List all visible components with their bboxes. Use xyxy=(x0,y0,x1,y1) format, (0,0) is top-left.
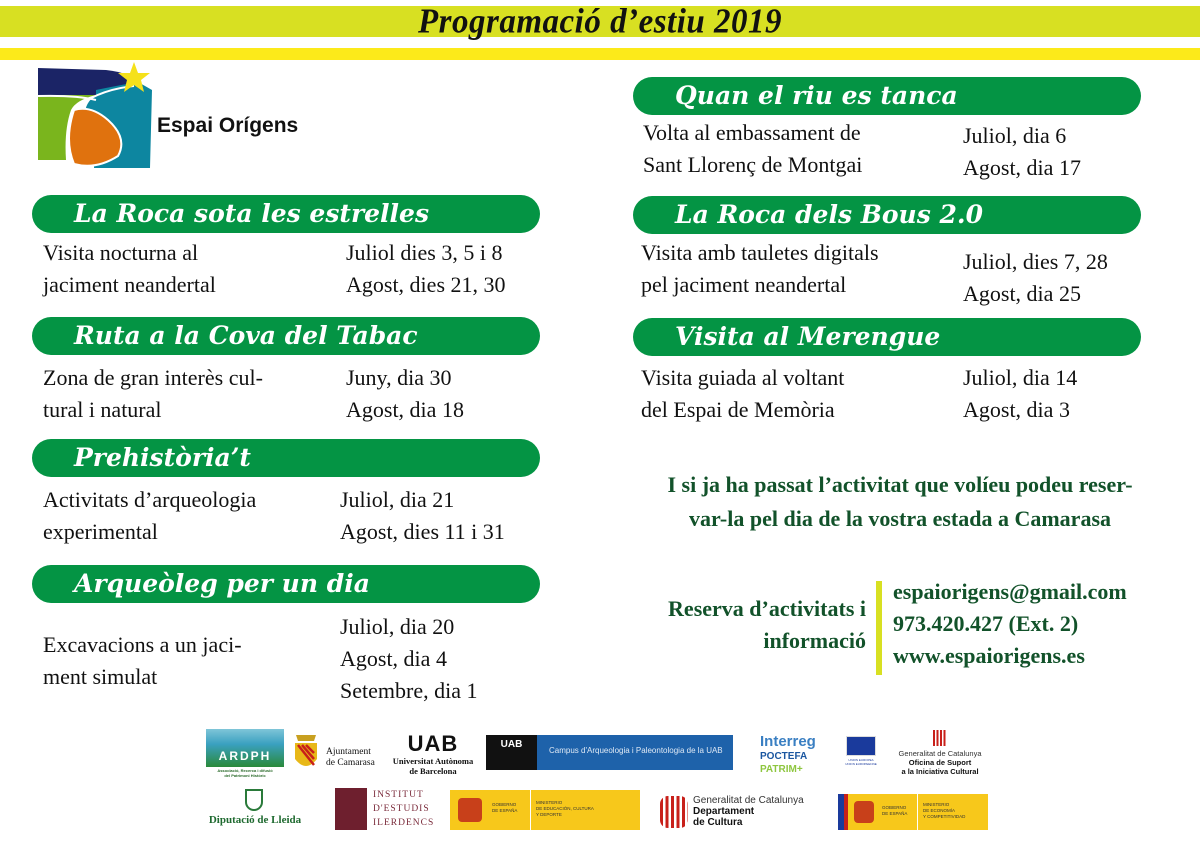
activity-dates: Juliol, dies 7, 28 Agost, dia 25 xyxy=(963,249,1108,306)
activity-dates: Juliol, dia 21 Agost, dies 11 i 31 xyxy=(340,487,505,544)
campus-uab-logo: UAB Campus d'Arqueologia i Paleontologia de la UAB xyxy=(486,735,733,770)
diputacio-shield-icon xyxy=(245,789,263,811)
activity-desc: Visita amb tauletes digitals pel jaciment neandertal xyxy=(641,240,879,297)
activity-title: Quan el riu es tanca xyxy=(633,77,1141,115)
booking-note: I si ja ha passat l’activitat que volíeu podeu reser- var-la pel dia de la vostra estada a Camarasa xyxy=(667,472,1133,531)
spain-coat-of-arms-icon xyxy=(458,798,482,822)
gencat-cultura-logo: Generalitat de Catalunya Departament de Cultura xyxy=(660,793,820,833)
activity-dates: Juliol, dia 14 Agost, dia 3 xyxy=(963,365,1078,422)
contact-email[interactable]: espaiorigens@gmail.com xyxy=(893,579,1127,604)
activity-title: Visita al Merengue xyxy=(633,318,1141,356)
activity-desc: Activitats d’arqueologia experimental xyxy=(43,487,257,544)
uab-logo: UAB Universitat Autònoma de Barcelona xyxy=(392,731,474,776)
ardph-logo: ARDPH Associació, Recerca i difusió del Patrimoni Històric xyxy=(206,729,284,780)
ministerio-economia-logo: GOBIERNO DE ESPAÑA MINISTERIO DE ECONOMÍA Y COMPETITIVIDAD xyxy=(838,794,988,830)
activity-title: Arqueòleg per un dia xyxy=(32,565,540,603)
camarasa-shield-icon xyxy=(292,733,320,773)
activity-title: La Roca sota les estrelles xyxy=(32,195,540,233)
contact-web[interactable]: www.espaiorigens.es xyxy=(893,643,1085,668)
activity-title: Ruta a la Cova del Tabac xyxy=(32,317,540,355)
ministerio-educacion-logo: GOBIERNO DE ESPAÑA MINISTERIO DE EDUCACIÓN, CULTURA Y DEPORTE xyxy=(450,790,640,830)
gencat-icon xyxy=(660,796,688,828)
eu-flag-icon xyxy=(846,736,876,756)
activity-desc: Excavacions a un jaci- ment simulat xyxy=(43,632,242,689)
gencat-icon xyxy=(933,730,947,746)
diputacio-lleida-logo: Diputació de Lleida xyxy=(200,789,310,831)
activity-desc: Zona de gran interès cul- tural i natural xyxy=(43,365,263,422)
spain-coat-of-arms-icon xyxy=(854,801,874,823)
espai-origens-logo xyxy=(36,60,156,175)
camarasa-logo: Ajuntament de Camarasa xyxy=(292,733,384,775)
brand-name: Espai Orígens xyxy=(157,114,299,137)
contact-divider xyxy=(876,581,882,675)
contact-phone[interactable]: 973.420.427 (Ext. 2) xyxy=(893,611,1079,636)
activity-dates: Juliol, dia 6 Agost, dia 17 xyxy=(963,123,1081,180)
activity-dates: Juliol dies 3, 5 i 8 Agost, dies 21, 30 xyxy=(346,240,506,297)
activity-desc: Volta al embassament de Sant Llorenç de Montgai xyxy=(643,120,863,177)
page-title: Programació d’estiu 2019 xyxy=(418,3,782,41)
contact-label: Reserva d’activitats i informació xyxy=(668,596,866,653)
accent-band xyxy=(0,48,1200,60)
activity-title: Prehistòria’t xyxy=(32,439,540,477)
activity-dates: Juliol, dia 20 Agost, dia 4 Setembre, dia 1 xyxy=(340,614,478,703)
activity-desc: Visita guiada al voltant del Espai de Memòria xyxy=(641,365,845,422)
activity-desc: Visita nocturna al jaciment neandertal xyxy=(43,240,216,297)
contact-info xyxy=(893,576,1127,672)
interreg-logo: Interreg POCTEFA PATRIM+ UNION EUROPEA UNION EUROPEENNE xyxy=(760,733,877,775)
activity-title: La Roca dels Bous 2.0 xyxy=(633,196,1141,234)
iei-logo: INSTITUT D'ESTUDIS ILERDENCS xyxy=(335,788,427,834)
gencat-osic-logo: Generalitat de Catalunya Oficina de Suport a la Iniciativa Cultural xyxy=(888,730,992,778)
activity-dates: Juny, dia 30 Agost, dia 18 xyxy=(346,365,464,422)
